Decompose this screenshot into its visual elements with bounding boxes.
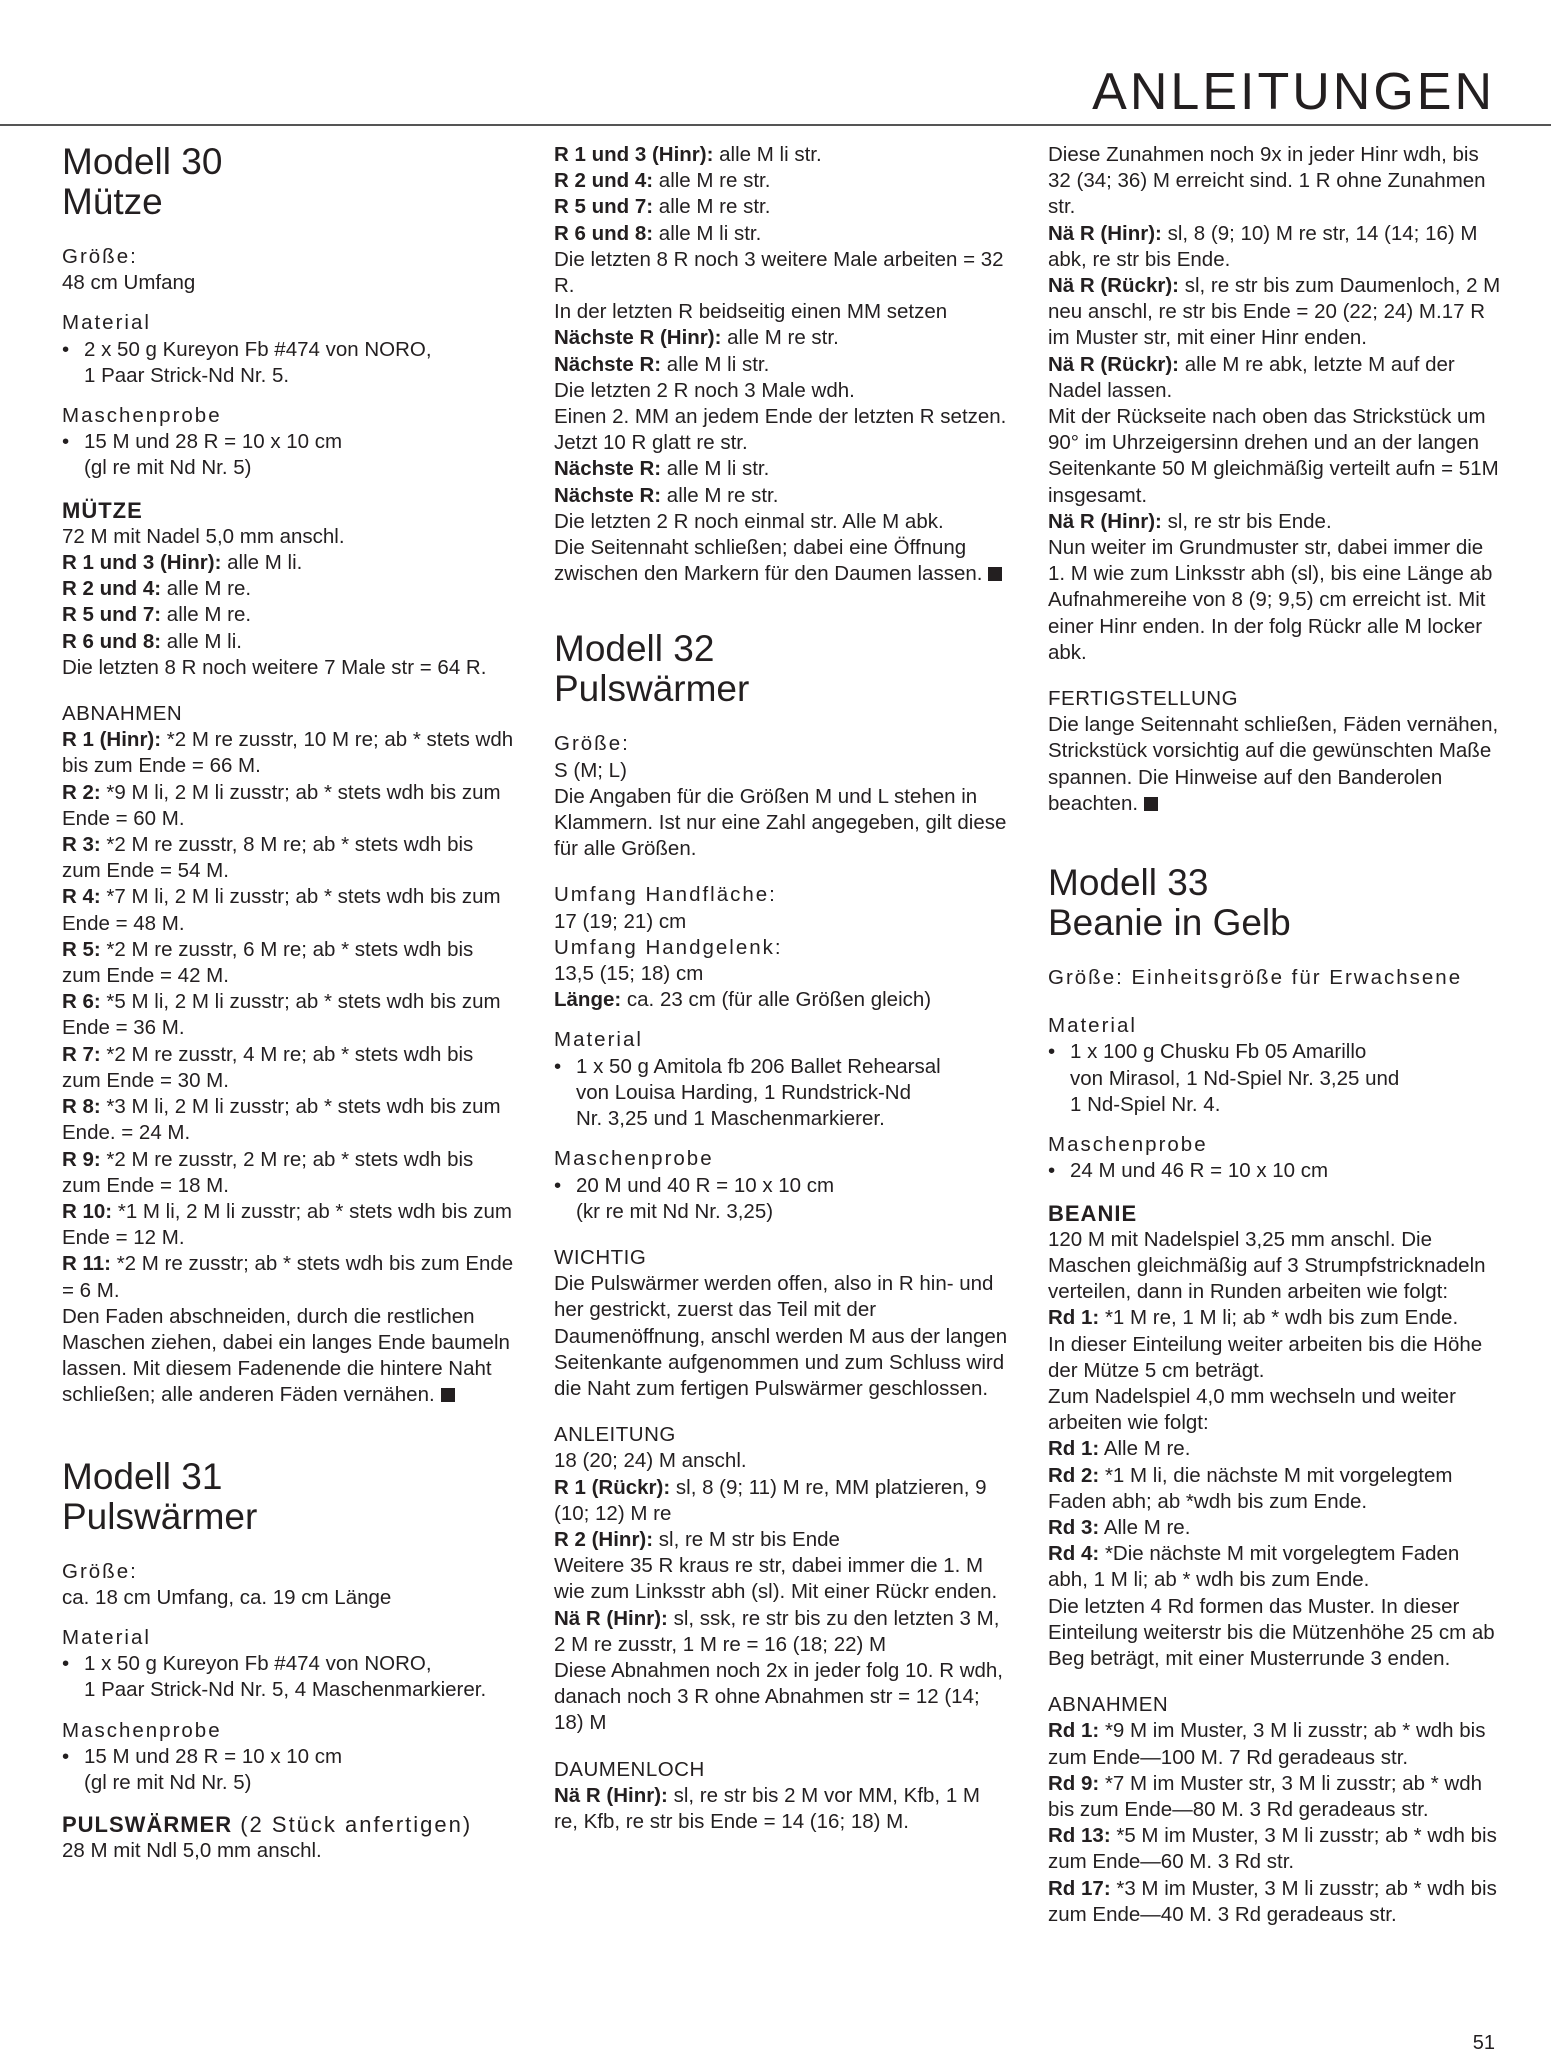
- gauge-label: Maschenprobe: [554, 1147, 714, 1171]
- column-3: Diese Zunahmen noch 9x in jeder Hinr wdh, bis 32 (34; 36) M erreicht sind. 1 R ohne Zunahmen str. Nä R (Hinr): sl, 8 (9; 10) M re str, 14 (14; 16) M abk, re str bis Ende. Nä R (Rückr): sl, re str bis zum Daumenloch, 2 M neu anschl, re str bis Ende = 20 (22; 24) M.17 R im Muster str, mit einer Hinr enden. Nä R (Rückr): alle M re abk, letzte M auf der Nadel lassen. Mit der Rückseite nach oben das Strickstück um 90° im Uhrzeigersinn drehen und an der langen Seitenkante 50 M gleichmäßig verteilt aufn = 51M insgesamt. Nä R (Hinr): sl, re str bis Ende. Nun weiter im Grundmuster str, dabei immer die 1. M wie zum Linksstr abh (sl), bis eine Länge ab Aufnahmereihe von 8 (9; 9,5) cm erreicht ist. Mit einer Hinr enden. In der folg Rückr alle M locker abk. FERTIGSTELLUNG Die lange Seitennaht schließen, Fäden vernähen, Strickstück vorsichtig auf die gewünschten Maße spannen. Die Hinweise auf den Banderolen beachten. Modell 33 Beanie in Gelb Größe: Einheitsgröße für Erwachsene Material • 1 x 100 g Chusku Fb 05 Amarillo von Mirasol, 1 Nd-Spiel Nr. 3,25 und 1 Nd-Spiel Nr. 4. Maschenprobe • 24 M und 46 R = 10 x 10 cm BEANIE 120 M mit Nadelspiel 3,25 mm anschl. Die Maschen gleichmäßig auf 3 Strumpfstricknadeln verteilen, dann in Runden arbeiten wie folgt: Rd 1: *1 M re, 1 M li; ab * wdh bis zum Ende. In dieser Einteilung weiter arbeiten bis die Höhe der Mütze 5 cm beträgt. Zum Nadelspiel 4,0 mm wechseln und weiter arbeiten wie folgt: Rd 1: Alle M re. Rd 2: *1 M li, die nächste M mit vorgelegtem Faden abh; ab *wdh bis zum Ende. Rd 3: Alle M re. Rd 4: *Die nächste M mit vorgelegtem Faden abh, 1 M li; ab * wdh bis zum Ende. Die letzten 4 Rd formen das Muster. In dieser Einteilung weiterstr bis die Mützenhöhe 25 cm ab Beg beträgt, mit einer Musterrunde 3 enden. ABNAHMEN Rd 1: *9 M im Muster, 3 M li zusstr; ab * wdh bis zum Ende—100 M. 7 Rd geradeaus str. Rd 9: *7 M im Muster str, 3 M li zusstr; ab * wdh bis zum Ende—80 M. 3 Rd geradeaus str. Rd 13: *5 M im Muster, 3 M li zusstr; ab * wdh bis zum Ende—60 M. 3 Rd str. Rd 17: *3 M im Muster, 3 M li zusstr; ab * wdh bis zum Ende—40 M. 3 Rd geradeaus str.: [1048, 142, 1503, 1928]
- instruction-row: Rd 1: *9 M im Muster, 3 M li zusstr; ab * wdh bis zum Ende—100 M. 7 Rd geradeaus str.: [1048, 1719, 1486, 1769]
- instruction-row: Nä R (Hinr): sl, re str bis Ende.: [1048, 509, 1332, 533]
- section-heading-abnahmen: ABNAHMEN: [62, 702, 183, 726]
- size-value: S (M; L): [554, 758, 627, 782]
- end-marker-icon: [988, 567, 1002, 581]
- section-heading-muetze: MÜTZE: [62, 497, 143, 523]
- section-heading-abnahmen: ABNAHMEN: [1048, 1693, 1169, 1717]
- model-31-title: Modell 31 Pulswärmer: [62, 1455, 258, 1537]
- material-item: • 2 x 50 g Kureyon Fb #474 von NORO,: [62, 337, 432, 361]
- gauge-label: Maschenprobe: [62, 1718, 222, 1742]
- material-label: Material: [62, 311, 151, 335]
- material-item: • 1 x 100 g Chusku Fb 05 Amarillo: [1048, 1040, 1367, 1064]
- instruction-row: Nächste R (Hinr): alle M re str.: [554, 326, 839, 350]
- instruction-row: Nä R (Hinr): sl, 8 (9; 10) M re str, 14 (14; 16) M abk, re str bis Ende.: [1048, 221, 1478, 271]
- gauge-label: Maschenprobe: [1048, 1133, 1208, 1157]
- gauge-item: • 20 M und 40 R = 10 x 10 cm: [554, 1173, 835, 1197]
- model-30-title: Modell 30 Mütze: [62, 141, 223, 222]
- size-value: 48 cm Umfang: [62, 271, 196, 295]
- instruction-row: Rd 3: Alle M re.: [1048, 1515, 1191, 1539]
- instruction-row: Nä R (Rückr): alle M re abk, letzte M auf der Nadel lassen.: [1048, 352, 1455, 402]
- section-heading-pulswaermer: PULSWÄRMER (2 Stück anfertigen): [62, 1812, 473, 1838]
- section-heading-anleitung: ANLEITUNG: [554, 1423, 676, 1447]
- material-item: • 1 x 50 g Amitola fb 206 Ballet Rehearsal: [554, 1054, 941, 1078]
- column-1: Modell 30 Mütze Größe: 48 cm Umfang Material • 2 x 50 g Kureyon Fb #474 von NORO, 1 Paar Strick-Nd Nr. 5. Maschenprobe • 15 M und 28 R = 10 x 10 cm (gl re mit Nd Nr. 5) MÜTZE 72 M mit Nadel 5,0 mm anschl. R 1 und 3 (Hinr): alle M li. R 2 und 4: alle M re. R 5 und 7: alle M re. R 6 und 8: alle M li. Die letzten 8 R noch weitere 7 Male str = 64 R. ABNAHMEN R 1 (Hinr): *2 M re zusstr, 10 M re; ab * stets wdh bis zum Ende = 66 M. R 2: *9 M li, 2 M li zusstr; ab * stets wdh bis zum Ende = 60 M. R 3: *2 M re zusstr, 8 M re; ab * stets wdh bis zum Ende = 54 M. R 4: *7 M li, 2 M li zusstr; ab * stets wdh bis zum Ende = 48 M. R 5: *2 M re zusstr, 6 M re; ab * stets wdh bis zum Ende = 42 M. R 6: *5 M li, 2 M li zusstr; ab * stets wdh bis zum Ende = 36 M. R 7: *2 M re zusstr, 4 M re; ab * stets wdh bis zum Ende = 30 M. R 8: *3 M li, 2 M li zusstr; ab * stets wdh bis zum Ende. = 24 M. R 9: *2 M re zusstr, 2 M re; ab * stets wdh bis zum Ende = 18 M. R 10: *1 M li, 2 M li zusstr; ab * stets wdh bis zum Ende = 12 M. R 11: *2 M re zusstr; ab * stets wdh bis zum Ende = 6 M. Den Faden abschneiden, durch die restlichen Maschen ziehen, dabei ein langes Ende baumeln lassen. Mit diesem Fadenende die hintere Naht schließen; alle anderen Fäden vernähen. Modell 31 Pulswärmer Größe: ca. 18 cm Umfang, ca. 19 cm Länge Material • 1 x 50 g Kureyon Fb #474 von NORO, 1 Paar Strick-Nd Nr. 5, 4 Maschenmarkierer. Maschenprobe • 15 M und 28 R = 10 x 10 cm (gl re mit Nd Nr. 5) PULSWÄRMER (2 Stück anfertigen) 28 M mit Ndl 5,0 mm anschl.: [62, 142, 517, 1865]
- instruction-row: Nächste R: alle M li str.: [554, 352, 770, 376]
- wrist-circumference-label: Umfang Handgelenk:: [554, 935, 783, 959]
- page-header-title: ANLEITUNGEN: [1092, 63, 1495, 121]
- instruction-row: R 10: *1 M li, 2 M li zusstr; ab * stets wdh bis zum Ende = 12 M.: [62, 1199, 513, 1250]
- gauge-label: Maschenprobe: [62, 404, 222, 428]
- instruction-row: Nä R (Rückr): sl, re str bis zum Daumenloch, 2 M neu anschl, re str bis Ende = 20 (22; 24) M.17 R im Muster str, mit einer Hinr enden.: [1048, 274, 1501, 350]
- page-number: 51: [1472, 2032, 1495, 2054]
- instruction-row: R 1 und 3 (Hinr): alle M li str.: [554, 143, 822, 166]
- section-heading-wichtig: WICHTIG: [554, 1245, 647, 1269]
- instruction-row: R 1 und 3 (Hinr): alle M li.: [62, 551, 303, 575]
- size-label: Größe: Einheitsgröße für Erwachsene: [1048, 966, 1463, 990]
- material-label: Material: [62, 1625, 151, 1649]
- model-33-title: Modell 33 Beanie in Gelb: [1048, 862, 1291, 944]
- instruction-row: R 5 und 7: alle M re str.: [554, 195, 771, 219]
- instruction-row: R 5 und 7: alle M re.: [62, 603, 252, 627]
- instruction-row: R 7: *2 M re zusstr, 4 M re; ab * stets wdh bis zum Ende = 30 M.: [62, 1042, 474, 1092]
- instruction-row: Rd 2: *1 M li, die nächste M mit vorgelegtem Faden abh; ab *wdh bis zum Ende.: [1048, 1463, 1453, 1513]
- end-marker-icon: [441, 1388, 455, 1402]
- material-label: Material: [554, 1028, 643, 1052]
- material-label: Material: [1048, 1014, 1137, 1038]
- instruction-row: R 8: *3 M li, 2 M li zusstr; ab * stets wdh bis zum Ende. = 24 M.: [62, 1095, 501, 1145]
- instruction-row: R 1 (Rückr): sl, 8 (9; 11) M re, MM platzieren, 9 (10; 12) M re: [554, 1475, 987, 1525]
- column-2: R 1 und 3 (Hinr): alle M li str. R 2 und 4: alle M re str. R 5 und 7: alle M re str. R 6 und 8: alle M li str. Die letzten 8 R noch 3 weitere Male arbeiten = 32 R. In der letzten R beidseitig einen MM setzen Nächste R (Hinr): alle M re str. Nächste R: alle M li str. Die letzten 2 R noch 3 Male wdh. Einen 2. MM an jedem Ende der letzten R setzen. Jetzt 10 R glatt re str. Nächste R: alle M li str. Nächste R: alle M re str. Die letzten 2 R noch einmal str. Alle M abk. Die Seitennaht schließen; dabei eine Öffnung zwischen den Markern für den Daumen lassen. Modell 32 Pulswärmer Größe: S (M; L) Die Angaben für die Größen M und L stehen in Klammern. Ist nur eine Zahl angegeben, gilt diese für alle Größen. Umfang Handfläche: 17 (19; 21) cm Umfang Handgelenk: 13,5 (15; 18) cm Länge: ca. 23 cm (für alle Größen gleich) Material • 1 x 50 g Amitola fb 206 Ballet Rehearsal von Louisa Harding, 1 Rundstrick-Nd Nr. 3,25 und 1 Maschenmarkierer. Maschenprobe • 20 M und 40 R = 10 x 10 cm (kr re mit Nd Nr. 3,25) WICHTIG Die Pulswärmer werden offen, also in R hin- und her gestrickt, zuerst das Teil mit der Daumenöffnung, anschl werden M aus der langen Seitenkante aufgenommen und zum Schluss wird die Naht zum fertigen Pulswärmer geschlossen. ANLEITUNG 18 (20; 24) M anschl. R 1 (Rückr): sl, 8 (9; 11) M re, MM platzieren, 9 (10; 12) M re R 2 (Hinr): sl, re M str bis Ende Weitere 35 R kraus re str, dabei immer die 1. M wie zum Linksstr abh (sl). Mit einer Rückr enden. Nä R (Hinr): sl, ssk, re str bis zu den letzten 3 M, 2 M re zusstr, 1 M re = 16 (18; 22) M Diese Abnahmen noch 2x in jeder folg 10. R wdh, danach noch 3 R ohne Abnahmen str = 12 (14; 18) M DAUMENLOCH Nä R (Hinr): sl, re str bis 2 M vor MM, Kfb, 1 M re, Kfb, re str bis Ende = 14 (16; 18) M.: [554, 142, 1009, 1835]
- instruction-row: R 4: *7 M li, 2 M li zusstr; ab * stets wdh bis zum Ende = 48 M.: [62, 885, 501, 935]
- instruction-row: Rd 13: *5 M im Muster, 3 M li zusstr; ab * wdh bis zum Ende—60 M. 3 Rd str.: [1048, 1824, 1497, 1874]
- instruction-row: R 6: *5 M li, 2 M li zusstr; ab * stets wdh bis zum Ende = 36 M.: [62, 990, 501, 1040]
- instruction-row: Rd 17: *3 M im Muster, 3 M li zusstr; ab * wdh bis zum Ende—40 M. 3 Rd geradeaus str.: [1048, 1876, 1497, 1926]
- end-marker-icon: [1144, 797, 1158, 811]
- gauge-item: • 15 M und 28 R = 10 x 10 cm: [62, 430, 343, 454]
- section-heading-fertigstellung: FERTIGSTELLUNG: [1048, 687, 1239, 711]
- instruction-row: Rd 1: *1 M re, 1 M li; ab * wdh bis zum Ende.: [1048, 1306, 1459, 1330]
- section-heading-beanie: BEANIE: [1048, 1200, 1138, 1226]
- size-label: Größe:: [62, 1559, 138, 1583]
- instruction-row: R 2: *9 M li, 2 M li zusstr; ab * stets wdh bis zum Ende = 60 M.: [62, 780, 501, 830]
- instruction-row: R 9: *2 M re zusstr, 2 M re; ab * stets wdh bis zum Ende = 18 M.: [62, 1147, 474, 1197]
- instruction-row: Nächste R: alle M re str.: [554, 483, 779, 507]
- palm-circumference-label: Umfang Handfläche:: [554, 883, 777, 907]
- gauge-item: • 15 M und 28 R = 10 x 10 cm: [62, 1744, 343, 1768]
- instruction-row: Rd 1: Alle M re.: [1048, 1437, 1191, 1461]
- instruction-row: Nächste R: alle M li str.: [554, 457, 770, 481]
- size-value: ca. 18 cm Umfang, ca. 19 cm Länge: [62, 1585, 392, 1609]
- section-heading-daumenloch: DAUMENLOCH: [554, 1757, 705, 1781]
- gauge-item: • 24 M und 46 R = 10 x 10 cm: [1048, 1159, 1329, 1183]
- material-item: • 1 x 50 g Kureyon Fb #474 von NORO,: [62, 1652, 432, 1676]
- model-32-title: Modell 32 Pulswärmer: [554, 628, 750, 710]
- instruction-row: R 2 und 4: alle M re str.: [554, 169, 771, 193]
- instruction-row: R 3: *2 M re zusstr, 8 M re; ab * stets wdh bis zum Ende = 54 M.: [62, 833, 474, 883]
- instruction-row: Nä R (Hinr): sl, re str bis 2 M vor MM, Kfb, 1 M re, Kfb, re str bis Ende = 14 (16; 18) M.: [554, 1783, 980, 1833]
- instruction-row: R 5: *2 M re zusstr, 6 M re; ab * stets wdh bis zum Ende = 42 M.: [62, 937, 474, 988]
- instruction-row: Rd 9: *7 M im Muster str, 3 M li zusstr; ab * wdh bis zum Ende—80 M. 3 Rd geradeaus str.: [1048, 1771, 1483, 1821]
- instruction-row: R 6 und 8: alle M li.: [62, 629, 242, 653]
- header-divider: [0, 124, 1551, 126]
- instruction-row: R 11: *2 M re zusstr; ab * stets wdh bis zum Ende = 6 M.: [62, 1252, 514, 1302]
- instruction-row: R 1 (Hinr): *2 M re zusstr, 10 M re; ab * stets wdh bis zum Ende = 66 M.: [62, 728, 514, 778]
- instruction-row: Rd 4: *Die nächste M mit vorgelegtem Faden abh, 1 M li; ab * wdh bis zum Ende.: [1048, 1542, 1460, 1592]
- instruction-row: R 6 und 8: alle M li str.: [554, 221, 762, 245]
- size-label: Größe:: [62, 245, 138, 268]
- instruction-row: Nä R (Hinr): sl, ssk, re str bis zu den letzten 3 M, 2 M re zusstr, 1 M re = 16 (18; 22) M: [554, 1606, 1000, 1656]
- size-label: Größe:: [554, 732, 630, 756]
- instruction-row: R 2 (Hinr): sl, re M str bis Ende: [554, 1527, 840, 1551]
- instruction-row: R 2 und 4: alle M re.: [62, 577, 252, 601]
